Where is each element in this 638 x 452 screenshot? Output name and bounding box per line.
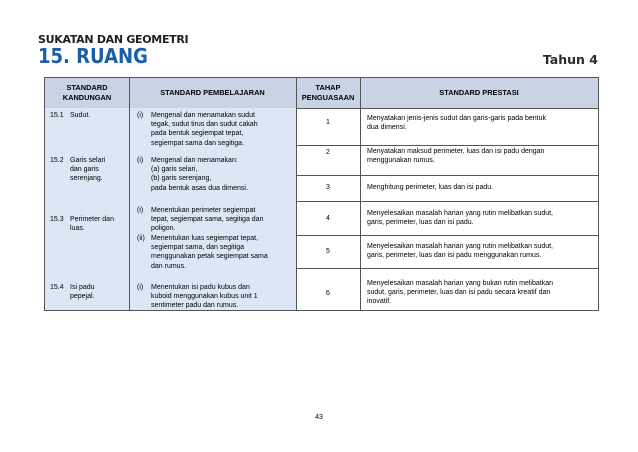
header-spr-label: STANDARD PRESTASI bbox=[439, 88, 519, 97]
page-title: 15. RUANG bbox=[38, 44, 148, 68]
kandungan-text: Isi padu pepejal. bbox=[70, 284, 95, 301]
pembelajaran-mark: (i) bbox=[137, 112, 144, 119]
kandungan-text: Sudut. bbox=[70, 112, 91, 119]
header-tp-line2: PENGUASAAN bbox=[301, 93, 355, 102]
row-divider bbox=[296, 201, 598, 202]
level-number: 2 bbox=[326, 149, 330, 156]
kandungan-code: 15.2 bbox=[50, 157, 64, 164]
kandungan-text: Perimeter dan luas. bbox=[70, 216, 114, 233]
prestasi-text: Menyatakan jenis-jenis sudut dan garis-garis pada bentuk dua dimensi. bbox=[367, 115, 546, 132]
standards-table bbox=[44, 77, 599, 311]
prestasi-text: Menyelesaikan masalah harian yang bukan rutin melibatkan sudut, garis, perimeter, luas dan isi padu secara kreatif dan inovatif. bbox=[367, 280, 553, 306]
kandungan-code: 15.1 bbox=[50, 112, 64, 119]
pembelajaran-text: Menentukan luas segiempat tepat, segiempat sama, dan segitiga menggunakan petak segiempat sama dan rumus. bbox=[151, 235, 268, 270]
column-divider bbox=[360, 78, 361, 310]
level-number: 6 bbox=[326, 290, 330, 297]
pembelajaran-text: Mengenal dan menamakan: (a) garis selari, (b) garis serenjang, pada bentuk asas dua dimensi. bbox=[151, 157, 248, 192]
pembelajaran-mark: (i) bbox=[137, 157, 144, 164]
pembelajaran-text: Menentukan isi padu kubus dan kuboid menggunakan kubus unit 1 sentimeter padu dan rumus. bbox=[151, 284, 258, 310]
header-sp-label: STANDARD PEMBELAJARAN bbox=[160, 88, 265, 97]
year-label: Tahun 4 bbox=[542, 52, 598, 67]
header-sk-line1: STANDARD bbox=[66, 83, 108, 92]
kandungan-code: 15.3 bbox=[50, 216, 64, 223]
header-standard-pembelajaran bbox=[129, 78, 296, 108]
kandungan-code: 15.4 bbox=[50, 284, 64, 291]
pembelajaran-mark: (i) bbox=[137, 207, 144, 214]
table-header bbox=[45, 78, 598, 109]
pembelajaran-mark: (i) bbox=[137, 284, 144, 291]
pembelajaran-mark: (ii) bbox=[137, 235, 145, 242]
page-number: 43 bbox=[315, 414, 323, 421]
row-divider bbox=[296, 145, 598, 146]
level-number: 5 bbox=[326, 248, 330, 255]
header-standard-prestasi bbox=[360, 78, 598, 108]
level-number: 1 bbox=[326, 119, 330, 126]
level-number: 3 bbox=[326, 184, 330, 191]
level-number: 4 bbox=[326, 215, 330, 222]
column-divider bbox=[129, 78, 130, 310]
column-divider bbox=[296, 78, 297, 310]
prestasi-text: Menghitung perimeter, luas dan isi padu. bbox=[367, 184, 494, 191]
kandungan-text: Garis selari dan garis serenjang. bbox=[70, 157, 106, 183]
header-tahap-penguasaan bbox=[296, 78, 360, 108]
prestasi-text: Menyelesaikan masalah harian yang rutin melibatkan sudut, garis, perimeter, luas dan isi padu menggunakan rumus. bbox=[367, 243, 553, 260]
section-subtitle: SUKATAN DAN GEOMETRI bbox=[38, 33, 189, 46]
row-divider bbox=[296, 235, 598, 236]
row-divider bbox=[296, 175, 598, 176]
prestasi-text: Menyelesaikan masalah harian yang rutin melibatkan sudut, garis, perimeter, luas dan isi padu. bbox=[367, 210, 553, 227]
header-sk-line2: KANDUNGAN bbox=[62, 93, 112, 102]
pembelajaran-text: Menentukan perimeter segiempat tepat, segiempat sama, segitiga dan poligon. bbox=[151, 207, 264, 233]
row-divider bbox=[296, 268, 598, 269]
pembelajaran-text: Mengenal dan menamakan sudut tegak, sudut tirus dan sudut cakah pada bentuk segiempat tepat, segiempat sama dan segitiga. bbox=[151, 112, 258, 147]
header-tp-line1: TAHAP bbox=[315, 83, 341, 92]
prestasi-text: Menyatakan maksud perimeter, luas dan isi padu dengan menggunakan rumus. bbox=[367, 148, 545, 165]
header-standard-kandungan bbox=[45, 78, 129, 108]
